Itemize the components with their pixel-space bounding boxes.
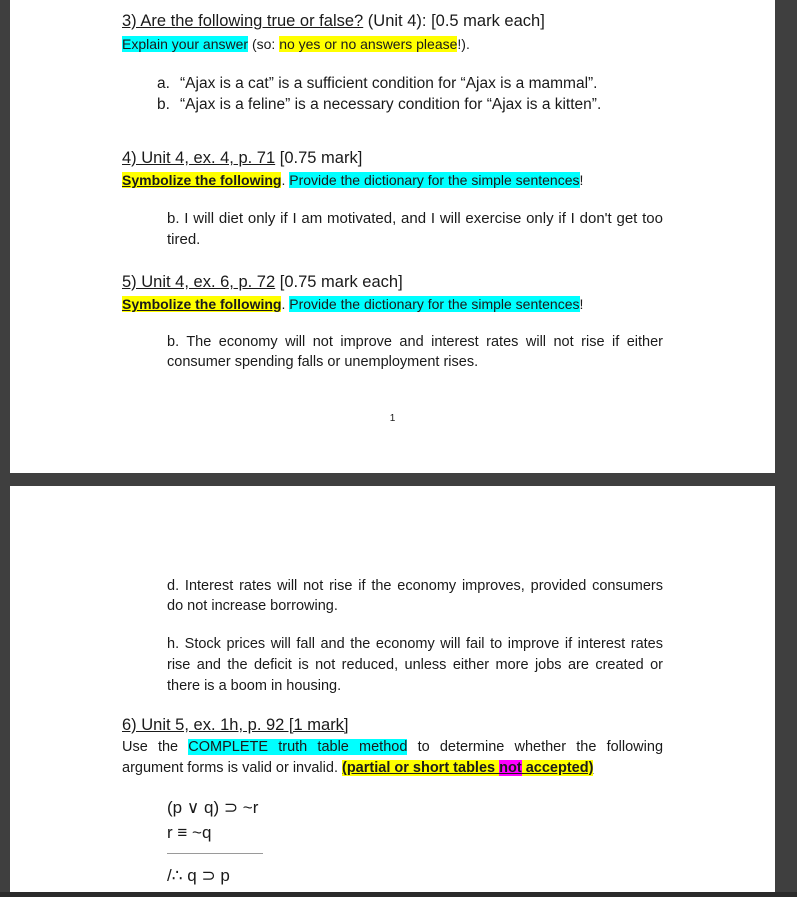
explain-answer-highlight: Explain your answer [122,36,249,52]
document-page-2 [10,486,775,897]
question-6-heading: 6) Unit 5, ex. 1h, p. 92 [1 mark] [122,716,349,734]
symbolize-highlight: Symbolize the following [122,172,282,188]
question-3-title: 3) Are the following true or false? [122,12,364,30]
conclusion: /∴ q ⊃ p [167,866,230,885]
question-3-item-b: b. “Ajax is a feline” is a necessary condition for “Ajax is a kitten”. [157,96,602,113]
question-3-instruction: Explain your answer (so: no yes or no answers please!). [122,36,470,52]
question-6-instruction: Use the COMPLETE truth table method to determine whether the following argument forms is valid or invalid. (partial or short tables not accepted) [122,739,664,776]
question-4-item-b: b. I will diet only if I am motivated, and I will exercise only if I don't get too tired. [167,210,663,248]
question-4-marks: [0.75 mark] [275,149,363,167]
argument-divider [167,853,263,854]
question-3-marks: (Unit 4): [0.5 mark each] [363,12,545,30]
not-highlight: not [499,760,522,776]
question-5-title: 5) Unit 4, ex. 6, p. 72 [122,273,276,291]
question-3-item-a: a. “Ajax is a cat” is a sufficient condition for “Ajax is a mammal”. [157,75,598,92]
question-5-marks: [0.75 mark each] [275,273,403,291]
question-4-instruction: Symbolize the following. Provide the dictionary for the simple sentences! [122,172,584,188]
dictionary-highlight: Provide the dictionary for the simple sentences [289,172,580,188]
dictionary-highlight: Provide the dictionary for the simple sentences [289,296,580,312]
question-5-item-d: d. Interest rates will not rise if the economy improves, provided consumers do not increase borrowing. [167,578,663,614]
document-page-1 [10,0,775,473]
question-5-heading [122,272,403,292]
page-number: 1 [389,413,396,424]
premise-2: r ≡ ~q [167,823,212,842]
no-yes-highlight: no yes or no answers please [279,36,458,52]
partial-tables-highlight: (partial or short tables not accepted) [342,760,594,776]
viewer-bottom-bar [0,892,797,897]
symbolize-highlight: Symbolize the following [122,296,282,312]
question-5-item-b: b. The economy will not improve and interest rates will not rise if either consumer spending falls or unemployment rises. [167,334,663,370]
premise-1: (p ∨ q) ⊃ ~r [167,798,259,817]
truth-table-highlight: COMPLETE truth table method [188,739,408,755]
question-4-heading [122,148,362,168]
question-4-title: 4) Unit 4, ex. 4, p. 71 [122,149,276,167]
question-5-instruction: Symbolize the following. Provide the dictionary for the simple sentences! [122,296,584,312]
question-5-item-h: h. Stock prices will fall and the economy will fail to improve if interest rates rise and the deficit is not reduced, unless either more jobs are created or there is a boom in housing. [167,636,663,694]
question-3-heading [122,11,545,31]
